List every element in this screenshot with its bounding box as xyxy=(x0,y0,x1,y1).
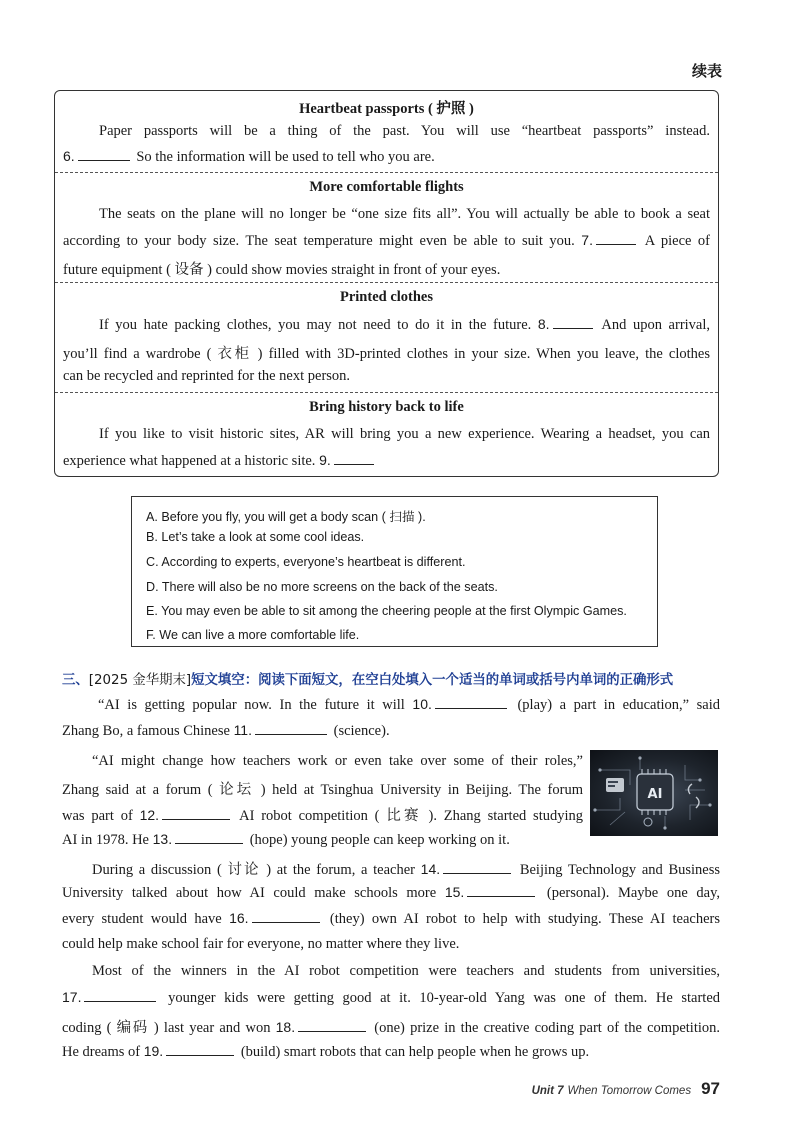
line-text: So the information will be used to tell who you are. xyxy=(136,149,435,165)
answer-blank-14[interactable] xyxy=(443,873,511,874)
text-line xyxy=(99,316,710,334)
blank-number: 15. xyxy=(444,884,465,900)
text-line: you’ll find a wardrobe ( 衣柜 ) filled with 3D-printed clothes in your size. When you leave, the clothes xyxy=(63,346,710,362)
section-printed-clothes xyxy=(55,283,718,393)
answer-blank-17[interactable] xyxy=(84,1001,156,1002)
section-comfortable-flights xyxy=(55,173,718,283)
line-text: younger kids were getting good at it. 10-year-old Yang was one of them. He started xyxy=(168,990,720,1006)
blank-number: 10. xyxy=(412,696,432,712)
option-b: B. Let’s take a look at some cool ideas. xyxy=(146,530,365,544)
option-e: E. You may even be able to sit among the cheering people at the first Olympic Games. xyxy=(146,604,627,618)
blank-number: 7. xyxy=(581,232,593,248)
heading-instruction: 短文填空：阅读下面短文，在空白处填入一个适当的单词或括号内单词的正确形式 xyxy=(191,673,674,688)
passage-line: could help make school fair for everyone, no matter where they live. xyxy=(62,936,460,952)
line-text: (hope) young people can keep working on it. xyxy=(249,832,510,848)
line-text: (play) a part in education,” said xyxy=(517,697,720,713)
line-text: according to your body size. The seat temperature might even be able to suit you. xyxy=(63,233,575,249)
line-text: was part of xyxy=(62,808,133,824)
answer-blank-6[interactable] xyxy=(78,160,130,161)
option-f: F. We can live a more comfortable life. xyxy=(146,628,360,642)
passage-line xyxy=(98,696,720,714)
passage-line: “AI might change how teachers work or even take over some of their roles,” xyxy=(92,753,583,769)
circuit-illustration xyxy=(590,750,718,836)
passage-line xyxy=(62,989,720,1007)
line-text: (one) prize in the creative coding part of the competition. xyxy=(374,1020,720,1036)
line-text: experience what happened at a historic site. xyxy=(63,453,316,469)
blank-number: 13. xyxy=(152,831,173,847)
text-line xyxy=(63,148,710,166)
answer-blank-9[interactable] xyxy=(334,464,374,465)
line-text: And upon arrival, xyxy=(601,317,710,333)
blank-number: 14. xyxy=(420,861,441,877)
blank-number: 17. xyxy=(62,989,82,1005)
blank-number: 16. xyxy=(229,910,249,926)
line-text: A piece of xyxy=(644,233,710,249)
answer-blank-18[interactable] xyxy=(298,1031,366,1032)
page-footer xyxy=(500,1079,720,1099)
blank-number: 11. xyxy=(233,722,252,738)
answer-blank-7[interactable] xyxy=(596,244,636,245)
blank-number: 6. xyxy=(63,148,75,164)
text-line xyxy=(63,232,710,250)
answer-blank-12[interactable] xyxy=(162,819,230,820)
passage-line xyxy=(62,1016,720,1037)
line-text: (build) smart robots that can help people when he grows up. xyxy=(240,1044,590,1060)
line-text: every student would have xyxy=(62,911,222,927)
line-text: coding ( 编码 ) last year and won xyxy=(62,1020,271,1036)
option-a: A. Before you fly, you will get a body scan ( 扫描 ). xyxy=(146,510,426,524)
reading-table xyxy=(54,90,719,477)
line-text: During a discussion ( 讨论 ) at the forum, a teacher xyxy=(92,862,415,878)
option-d: D. There will also be no more screens on the back of the seats. xyxy=(146,580,498,594)
blank-number: 9. xyxy=(319,452,331,468)
passage-line xyxy=(92,858,720,879)
passage-line: Zhang said at a forum ( 论坛 ) held at Tsinghua University in Beijing. The forum xyxy=(62,782,583,798)
text-line xyxy=(63,452,710,470)
blank-number: 18. xyxy=(275,1019,296,1035)
line-text: (personal). Maybe one day, xyxy=(546,885,720,901)
section-title: Printed clothes xyxy=(339,289,434,305)
option-c: C. According to experts, everyone’s heartbeat is different. xyxy=(146,555,466,569)
line-text: University talked about how AI could make schools more xyxy=(62,885,437,901)
blank-number: 8. xyxy=(537,316,550,332)
passage-line xyxy=(62,1043,720,1061)
section-title: Heartbeat passports ( 护照 ) xyxy=(299,101,474,117)
line-text: AI robot competition ( 比赛 ). Zhang started studying xyxy=(239,808,583,824)
text-line: future equipment ( 设备 ) could show movies straight in front of your eyes. xyxy=(63,262,501,278)
section-3-heading xyxy=(62,669,722,688)
answer-blank-16[interactable] xyxy=(252,922,320,923)
section-bring-history xyxy=(55,393,718,478)
line-text: He dreams of xyxy=(62,1044,141,1060)
line-text: AI in 1978. He xyxy=(62,832,149,848)
line-text: If you hate packing clothes, you may not need to do it in the future. xyxy=(99,317,532,333)
passage-line xyxy=(62,910,720,928)
options-box xyxy=(131,496,658,647)
heading-number: 三、 xyxy=(62,673,89,688)
passage-line xyxy=(62,884,720,902)
chip-label: AI xyxy=(647,787,663,802)
text-line: can be recycled and reprinted for the next person. xyxy=(63,368,351,384)
answer-blank-15[interactable] xyxy=(467,896,535,897)
answer-blank-19[interactable] xyxy=(166,1055,234,1056)
passage-line xyxy=(62,804,583,825)
footer-unit: Unit 7 xyxy=(531,1085,564,1097)
line-text: “AI is getting popular now. In the future it will xyxy=(98,697,405,713)
passage-line xyxy=(62,831,583,849)
page-number: 97 xyxy=(701,1079,720,1098)
text-line: If you like to visit historic sites, AR will bring you a new experience. Wearing a headset, you can xyxy=(99,426,710,442)
continued-label: 续表 xyxy=(691,62,722,80)
text-line: Paper passports will be a thing of the past. You will use “heartbeat passports” instead. xyxy=(99,123,710,139)
section-heartbeat-passports xyxy=(55,91,718,173)
footer-title: When Tomorrow Comes xyxy=(567,1085,692,1097)
passage-line xyxy=(62,722,720,740)
section-title: More comfortable flights xyxy=(309,179,464,195)
blank-number: 19. xyxy=(143,1043,164,1059)
line-text: Beijing Technology and Business xyxy=(519,862,720,878)
answer-blank-10[interactable] xyxy=(435,708,507,709)
text-line: The seats on the plane will no longer be “one size fits all”. You will actually be able to book a seat xyxy=(99,206,710,222)
line-text: Zhang Bo, a famous Chinese xyxy=(62,723,230,739)
section-title: Bring history back to life xyxy=(309,399,464,415)
line-text: (science). xyxy=(333,723,390,739)
answer-blank-11[interactable] xyxy=(255,734,327,735)
exam-source: [2025 金华期末] xyxy=(88,673,192,688)
answer-blank-8[interactable] xyxy=(553,328,593,329)
ai-chip-image xyxy=(590,750,718,836)
answer-blank-13[interactable] xyxy=(175,843,243,844)
line-text: (they) own AI robot to help with studying. These AI teachers xyxy=(329,911,720,927)
passage-line: Most of the winners in the AI robot competition were teachers and students from universities, xyxy=(92,963,720,979)
blank-number: 12. xyxy=(139,807,160,823)
